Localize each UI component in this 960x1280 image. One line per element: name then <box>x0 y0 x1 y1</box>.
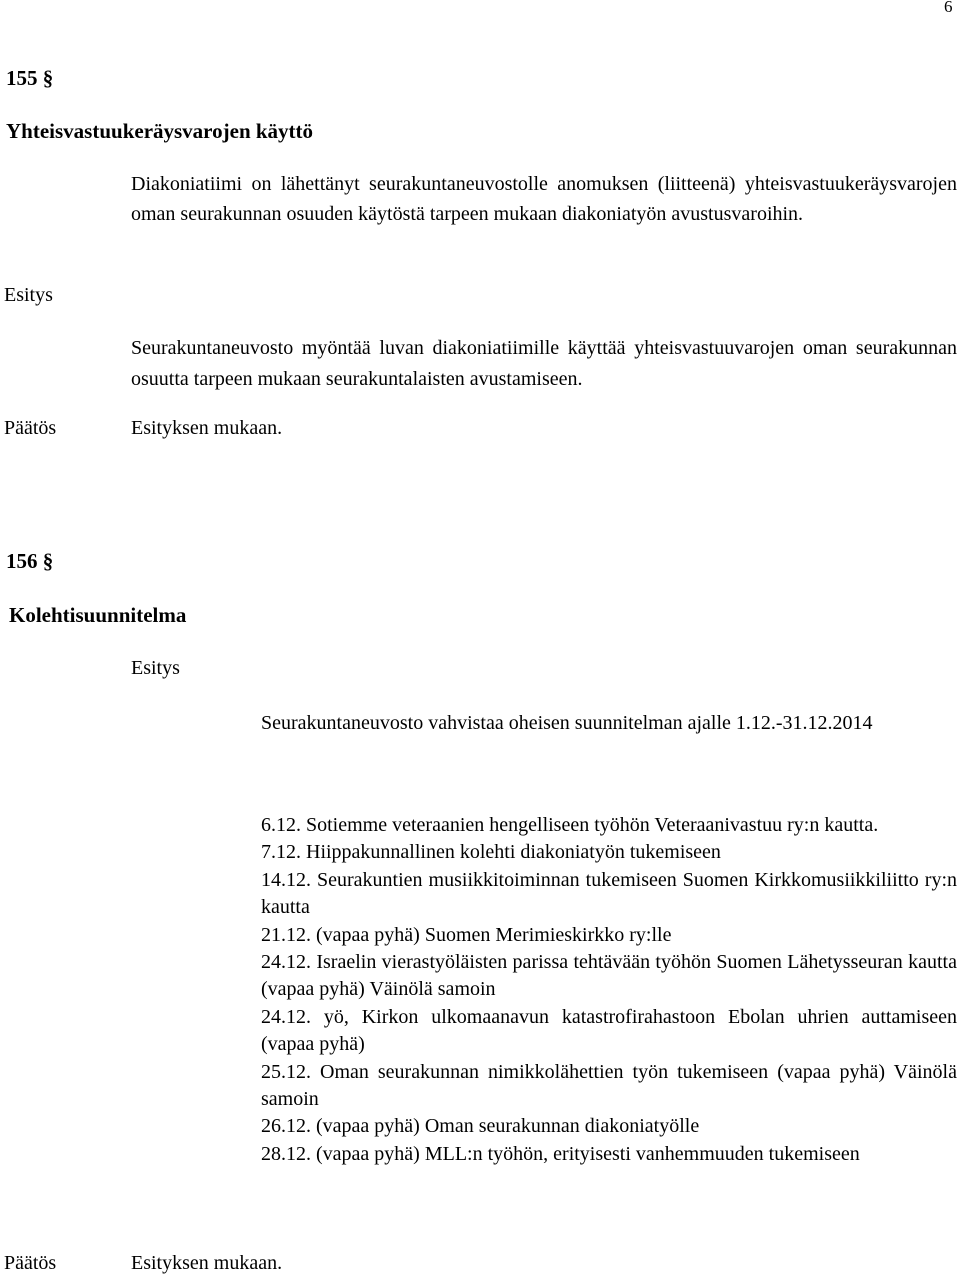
list-item: 28.12. (vapaa pyhä) MLL:n työhön, erityisesti vanhemmuuden tukemiseen <box>261 1142 860 1165</box>
section-155-decision: Esityksen mukaan. <box>131 417 283 439</box>
list-item: 25.12. Oman seurakunnan nimikkolähettien työn tukemiseen (vapaa pyhä) Väinölä samoin <box>261 1060 957 1111</box>
section-156-decision: Esityksen mukaan. <box>131 1252 283 1274</box>
list-item: 6.12. Sotiemme veteraanien hengelliseen työhön Veteraanivastuu ry:n kautta. <box>261 814 879 836</box>
section-155-title: Yhteisvastuukeräysvarojen käyttö <box>6 119 314 143</box>
list-item: 14.12. Seurakuntien musiikkitoiminnan tukemiseen Suomen Kirkkomusiikkiliitto ry:n kautta <box>261 868 957 919</box>
section-155-proposal-label: Esitys <box>4 284 53 306</box>
section-155-decision-label: Päätös <box>4 417 57 439</box>
list-item: 7.12. Hiippakunnallinen kolehti diakoniatyön tukemiseen <box>261 841 721 864</box>
section-156-proposal: Seurakuntaneuvosto vahvistaa oheisen suunnitelman ajalle 1.12.-31.12.2014 <box>261 712 873 734</box>
section-156-title: Kolehtisuunnitelma <box>9 603 187 627</box>
section-156-proposal-label: Esitys <box>131 657 180 679</box>
collection-plan-list <box>261 812 957 1168</box>
section-155-intro: Diakoniatiimi on lähettänyt seurakuntaneuvostolle anomuksen (liitteenä) yhteisvastuukeräysvarojen oman seurakunnan osuuden käytöstä tarpeen mukaan diakoniatyön avustusvaroihin. <box>131 173 957 225</box>
list-item: 21.12. (vapaa pyhä) Suomen Merimieskirkko ry:lle <box>261 923 672 946</box>
section-155-proposal: Seurakuntaneuvosto myöntää luvan diakoniatiimille käyttää yhteisvastuuvarojen oman seurakunnan osuutta tarpeen mukaan seurakuntalaisten avustamiseen. <box>131 337 957 390</box>
list-item: 24.12. Israelin vierastyöläisten parissa tehtävään työhön Suomen Lähetysseuran kautta (vapaa pyhä) Väinölä samoin <box>261 951 957 1001</box>
list-item: 24.12. yö, Kirkon ulkomaanavun katastrofirahastoon Ebolan uhrien auttamiseen (vapaa pyhä) <box>261 1005 957 1056</box>
section-156-number: 156 § <box>6 549 54 573</box>
page-number: 6 <box>944 0 953 16</box>
section-156-decision-label: Päätös <box>4 1252 57 1274</box>
section-155-number: 155 § <box>6 66 54 90</box>
list-item: 26.12. (vapaa pyhä) Oman seurakunnan diakoniatyölle <box>261 1115 700 1138</box>
